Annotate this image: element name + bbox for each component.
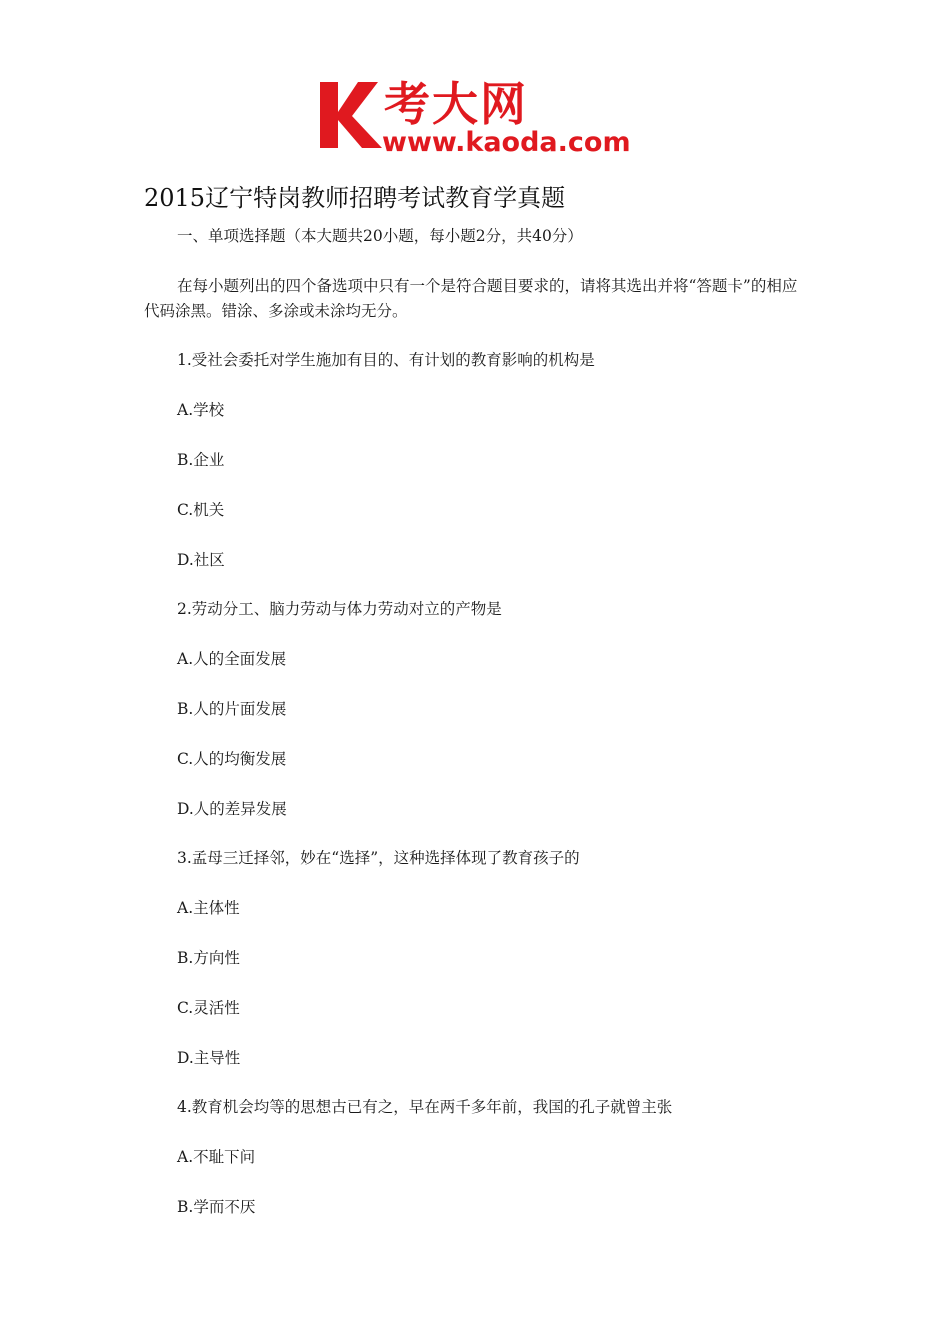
kaoda-logo [318,78,648,158]
question-2-stem: 2.劳动分工、脑力劳动与体力劳动对立的产物是 [177,600,502,618]
question-4-option-a: A.不耻下问 [177,1148,256,1166]
question-3-option-c: C.灵活性 [177,999,240,1017]
question-4-stem: 4.教育机会均等的思想古已有之，早在两千多年前，我国的孔子就曾主张 [177,1098,673,1116]
question-2-option-a: A.人的全面发展 [177,650,287,668]
k-logo-icon [318,78,384,150]
question-3-stem: 3.孟母三迁择邻，妙在“选择”，这种选择体现了教育孩子的 [177,849,580,867]
question-2-option-c: C.人的均衡发展 [177,750,287,768]
question-1-option-c: C.机关 [177,501,225,519]
question-3-option-a: A.主体性 [177,899,240,917]
question-2-option-b: B.人的片面发展 [177,700,287,718]
question-1-option-b: B.企业 [177,451,225,469]
question-3-option-b: B.方向性 [177,949,240,967]
instructions-paragraph: 在每小题列出的四个备选项中只有一个是符合题目要求的，请将其选出并将“答题卡”的相应代码涂黑。错涂、多涂或未涂均无分。 [144,277,798,320]
question-1-option-a: A.学校 [177,401,225,419]
question-1-option-d: D.社区 [177,551,225,569]
question-2-option-d: D.人的差异发展 [177,800,287,818]
logo-url: www.kaoda.com [382,127,631,158]
logo-brand-name: 考大网 [384,77,528,131]
section-heading: 一、单项选择题（本大题共20小题，每小题2分，共40分） [177,227,583,245]
question-4-option-b: B.学而不厌 [177,1198,256,1216]
page-title: 2015辽宁特岗教师招聘考试教育学真题 [144,184,566,212]
question-1-stem: 1.受社会委托对学生施加有目的、有计划的教育影响的机构是 [177,351,595,369]
question-3-option-d: D.主导性 [177,1049,241,1067]
